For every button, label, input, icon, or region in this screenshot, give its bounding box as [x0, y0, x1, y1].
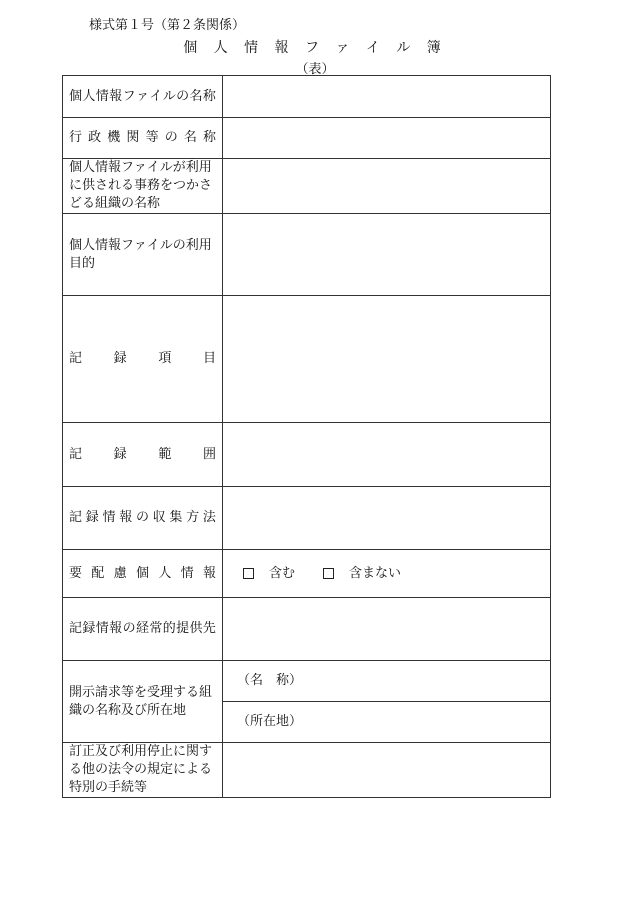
label-char: 的: [162, 621, 176, 636]
label-char: 録: [113, 446, 127, 462]
label-char: 報: [109, 621, 123, 636]
spread-text: [69, 565, 216, 583]
row-disclosure-name: [63, 661, 551, 702]
label-char: 供: [189, 621, 203, 636]
label-char: 報: [109, 88, 123, 104]
label-char: 報: [119, 510, 133, 525]
value-items[interactable]: [223, 296, 551, 423]
label-char: 録: [85, 510, 99, 525]
label-char: 要: [69, 565, 83, 581]
label-char: 記: [69, 446, 83, 462]
value-range[interactable]: [223, 423, 551, 487]
value-file-name[interactable]: [223, 76, 551, 118]
label-char: の: [135, 510, 149, 525]
label-items: [63, 296, 223, 423]
label-char: 記: [69, 621, 83, 636]
label-char: 常: [149, 621, 163, 636]
label-purpose: [63, 214, 223, 296]
label-char: 収: [152, 510, 166, 525]
file-register-table: [62, 75, 551, 798]
form-subtitle: （表）: [295, 62, 335, 77]
label-char: 目: [202, 351, 216, 366]
label-char: 等: [145, 130, 159, 145]
name-field-label: （名 称）: [237, 673, 303, 688]
label-char: 行: [69, 130, 83, 145]
label-text: 個人情報ファイルの利用目的: [69, 237, 212, 271]
label-text: 個人情報ファイルが利用に供される事務をつかさどる組織の名称: [69, 160, 213, 211]
label-text: 開示請求等を受理する組織の名称及び所在地: [69, 684, 213, 718]
label-char: 記: [69, 510, 83, 525]
label-char: 称: [202, 88, 216, 104]
row-office-org: [63, 159, 551, 214]
label-agency-name: [63, 118, 223, 159]
label-char: 名: [189, 88, 203, 104]
label-correction: [63, 743, 223, 798]
label-char: の: [122, 621, 136, 636]
form-number: 様式第１号（第２条関係）: [89, 18, 246, 33]
label-char: 個: [69, 88, 83, 104]
label-char: 録: [113, 351, 127, 366]
label-char: 名: [183, 130, 197, 145]
label-char: 法: [202, 510, 216, 525]
label-range: [63, 423, 223, 487]
label-sensitive: [63, 550, 223, 598]
row-range: [63, 423, 551, 487]
label-char: 個: [135, 565, 149, 581]
row-purpose: [63, 214, 551, 296]
row-collection: [63, 487, 551, 550]
label-char: 集: [169, 510, 183, 525]
label-char: 関: [126, 130, 140, 145]
label-char: 政: [88, 130, 102, 145]
label-char: ァ: [135, 88, 149, 104]
label-char: 報: [202, 565, 216, 581]
label-char: 配: [91, 565, 105, 581]
spread-text: [69, 509, 216, 527]
label-char: フ: [122, 88, 136, 104]
row-agency-name: [63, 118, 551, 159]
row-file-name: [63, 76, 551, 118]
include-label: 含む: [269, 565, 296, 581]
label-char: 項: [158, 351, 172, 366]
row-provision: [63, 598, 551, 661]
label-char: 情: [180, 565, 194, 581]
label-char: の: [176, 88, 190, 104]
row-correction: [63, 743, 551, 798]
label-char: 方: [186, 510, 200, 525]
label-char: 記: [69, 351, 83, 366]
label-text: 訂正及び利用停止に関する他の法令の規定による特別の手続等: [69, 744, 213, 795]
value-correction[interactable]: [223, 743, 551, 798]
row-items: [63, 296, 551, 423]
spread-text: [69, 446, 216, 464]
label-char: ル: [162, 88, 176, 104]
form-title: 個 人 情 報 フ ァ イ ル 簿: [183, 40, 447, 56]
label-char: 先: [202, 621, 216, 636]
spread-text: [69, 350, 216, 368]
label-char: 人: [158, 565, 172, 581]
sensitive-options: [229, 565, 544, 583]
label-char: 囲: [202, 446, 216, 462]
label-char: 称: [202, 130, 216, 145]
label-char: 範: [158, 446, 172, 462]
spread-text: [69, 88, 216, 106]
label-char: の: [164, 130, 178, 145]
value-purpose[interactable]: [223, 214, 551, 296]
spread-text: [69, 620, 216, 638]
value-disclosure-name[interactable]: [223, 661, 551, 702]
value-office-org[interactable]: [223, 159, 551, 214]
label-char: 録: [82, 621, 96, 636]
value-provision[interactable]: [223, 598, 551, 661]
exclude-checkbox[interactable]: [323, 568, 334, 579]
label-char: イ: [149, 88, 163, 104]
label-char: 人: [82, 88, 96, 104]
row-sensitive: [63, 550, 551, 598]
value-agency-name[interactable]: [223, 118, 551, 159]
label-char: 提: [176, 621, 190, 636]
value-sensitive: [223, 550, 551, 598]
label-char: 経: [135, 621, 149, 636]
label-char: 慮: [113, 565, 127, 581]
address-field-label: （所在地）: [237, 714, 303, 729]
label-char: 情: [95, 621, 109, 636]
label-char: 機: [107, 130, 121, 145]
label-file-name: [63, 76, 223, 118]
spread-text: [69, 129, 216, 147]
label-collection: [63, 487, 223, 550]
label-char: 情: [95, 88, 109, 104]
label-disclosure-org: [63, 661, 223, 743]
label-char: 情: [102, 510, 116, 525]
value-disclosure-address[interactable]: [223, 702, 551, 743]
value-collection[interactable]: [223, 487, 551, 550]
label-provision: [63, 598, 223, 661]
exclude-label: 含まない: [349, 565, 402, 581]
label-office-org: [63, 159, 223, 214]
include-checkbox[interactable]: [243, 568, 254, 579]
